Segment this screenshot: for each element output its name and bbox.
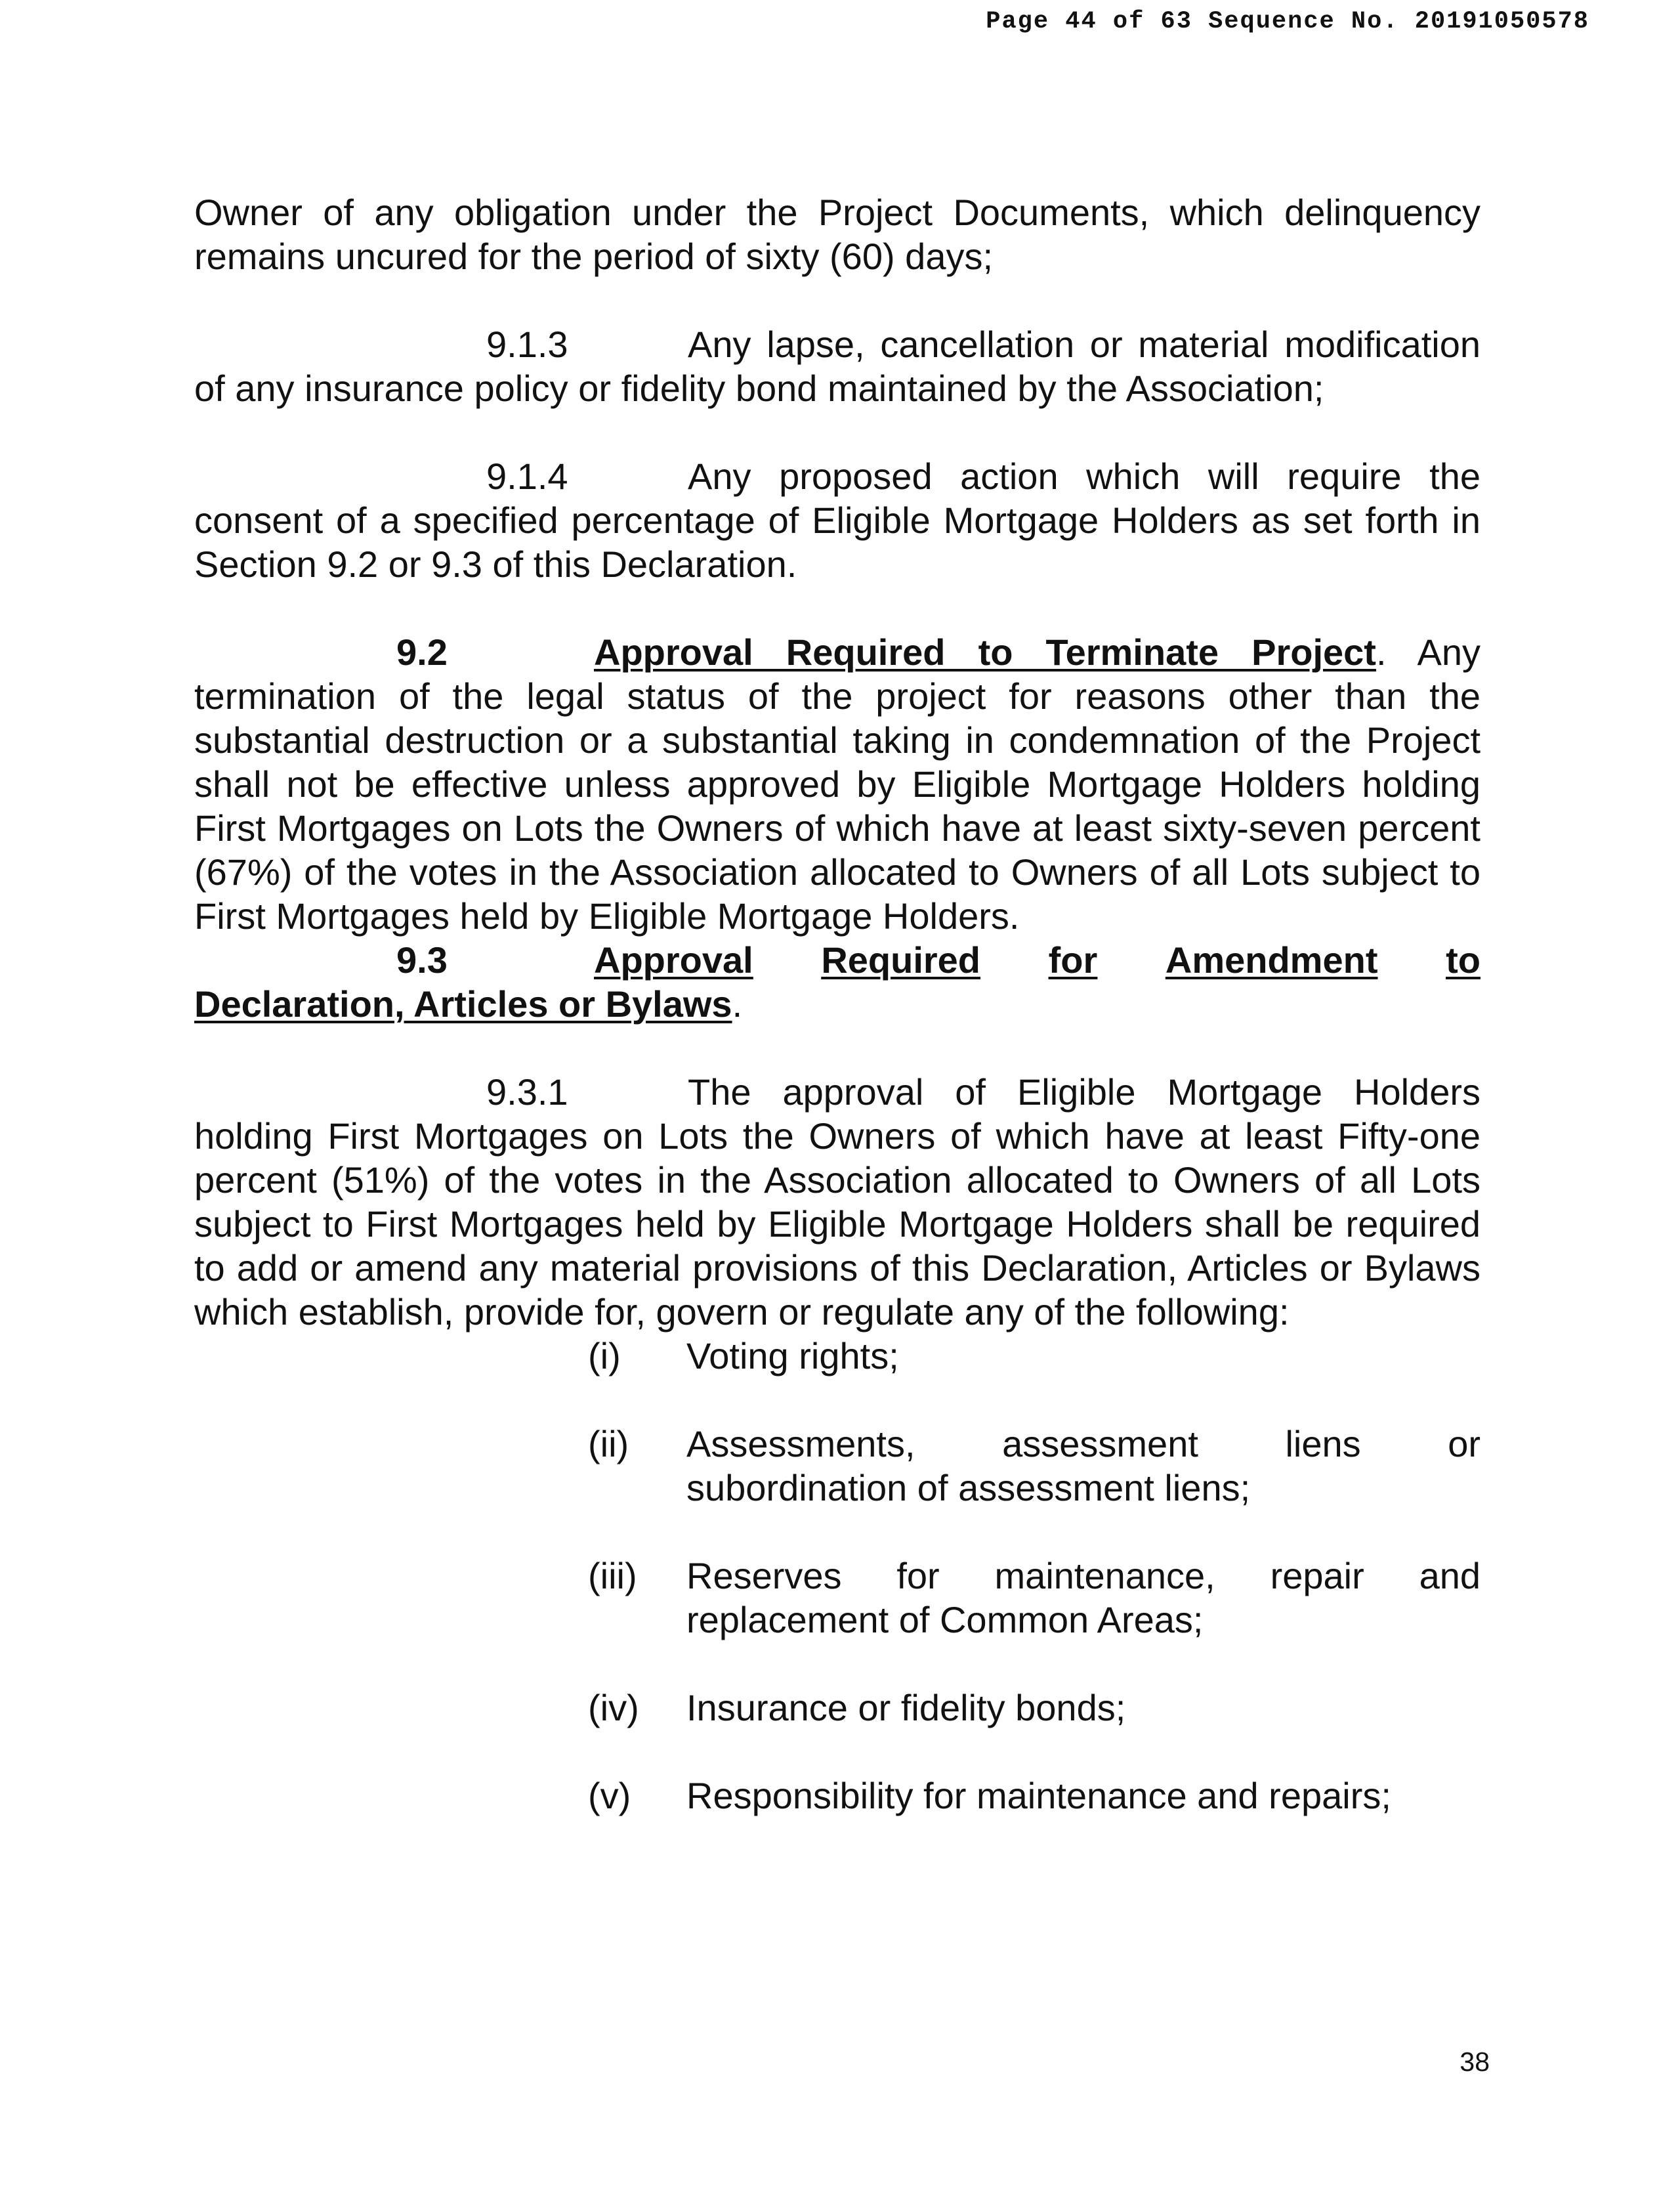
heading-word: Approval — [594, 939, 753, 981]
list-item — [588, 1554, 1480, 1642]
section-heading-line-1 — [594, 938, 1480, 982]
heading-word: Amendment — [1165, 939, 1378, 981]
section-9-1-4 — [194, 454, 1480, 586]
list-item-label: (i) — [588, 1335, 621, 1376]
list-item — [588, 1774, 1480, 1818]
list-item-label: (v) — [588, 1775, 631, 1816]
list-item-label: (iii) — [588, 1555, 637, 1596]
list-item-text: Insurance or fidelity bonds; — [686, 1687, 1126, 1728]
section-number: 9.3 — [396, 939, 448, 981]
list-item-text: Voting rights; — [686, 1335, 899, 1376]
heading-word: Required — [821, 939, 981, 981]
section-9-2 — [194, 630, 1480, 938]
list-item-text: Assessments, assessment liens or subordination of assessment liens; — [686, 1423, 1480, 1508]
heading-word: to — [1446, 939, 1480, 981]
list-item-label: (ii) — [588, 1423, 629, 1464]
requirements-list — [194, 1334, 1480, 1818]
intro-paragraph: Owner of any obligation under the Project Documents, which delinquency remains uncured for the period of sixty (60) days; — [194, 192, 1480, 277]
heading-period: . — [732, 983, 743, 1025]
document-body — [194, 190, 1480, 1818]
section-number: 9.2 — [396, 631, 448, 673]
list-item-label: (iv) — [588, 1687, 639, 1728]
section-number: 9.1.4 — [486, 456, 568, 497]
list-item-text: Reserves for maintenance, repair and replacement of Common Areas; — [686, 1555, 1480, 1640]
list-item-text: Responsibility for maintenance and repairs; — [686, 1775, 1391, 1816]
page-number: 38 — [1460, 2047, 1490, 2077]
section-text: The approval of Eligible Mortgage Holders holding First Mortgages on Lots the Owners of which have at least Fifty-one percent (51%) of the votes in the Association allocated to Owners of all Lots subject to First Mortgages held by Eligible Mortgage Holders shall be required to add or amend any material provisions of this Declaration, Articles or Bylaws which establish, provide for, govern or regulate any of the following: — [194, 1071, 1480, 1332]
section-number: 9.3.1 — [486, 1071, 568, 1113]
section-text: Any lapse, cancellation or material modification of any insurance policy or fidelity bond maintained by the Association; — [194, 324, 1480, 409]
list-item — [588, 1334, 1480, 1378]
section-text: . Any termination of the legal status of the project for reasons other than the substantial destruction or a substantial taking in condemnation of the Project shall not be effective unless approved by Eligible Mortgage Holders holding First Mortgages on Lots the Owners of which have at least sixty-seven percent (67%) of the votes in the Association allocated to Owners of all Lots subject to First Mortgages held by Eligible Mortgage Holders. — [194, 631, 1481, 937]
section-number: 9.1.3 — [486, 324, 568, 365]
section-9-3-1 — [194, 1070, 1480, 1334]
list-item — [588, 1422, 1480, 1510]
page-header: Page 44 of 63 Sequence No. 20191050578 — [986, 8, 1589, 35]
section-heading: Approval Required to Terminate Project — [594, 631, 1376, 673]
section-9-1-3 — [194, 322, 1480, 410]
section-9-3 — [194, 938, 1480, 1026]
list-item — [588, 1686, 1480, 1730]
section-text: Any proposed action which will require the consent of a specified percentage of Eligible Mortgage Holders as set forth in Section 9.2 or 9.3 of this Declaration. — [194, 456, 1480, 585]
section-heading-line-2: Declaration, Articles or Bylaws — [194, 983, 732, 1025]
heading-word: for — [1048, 939, 1098, 981]
